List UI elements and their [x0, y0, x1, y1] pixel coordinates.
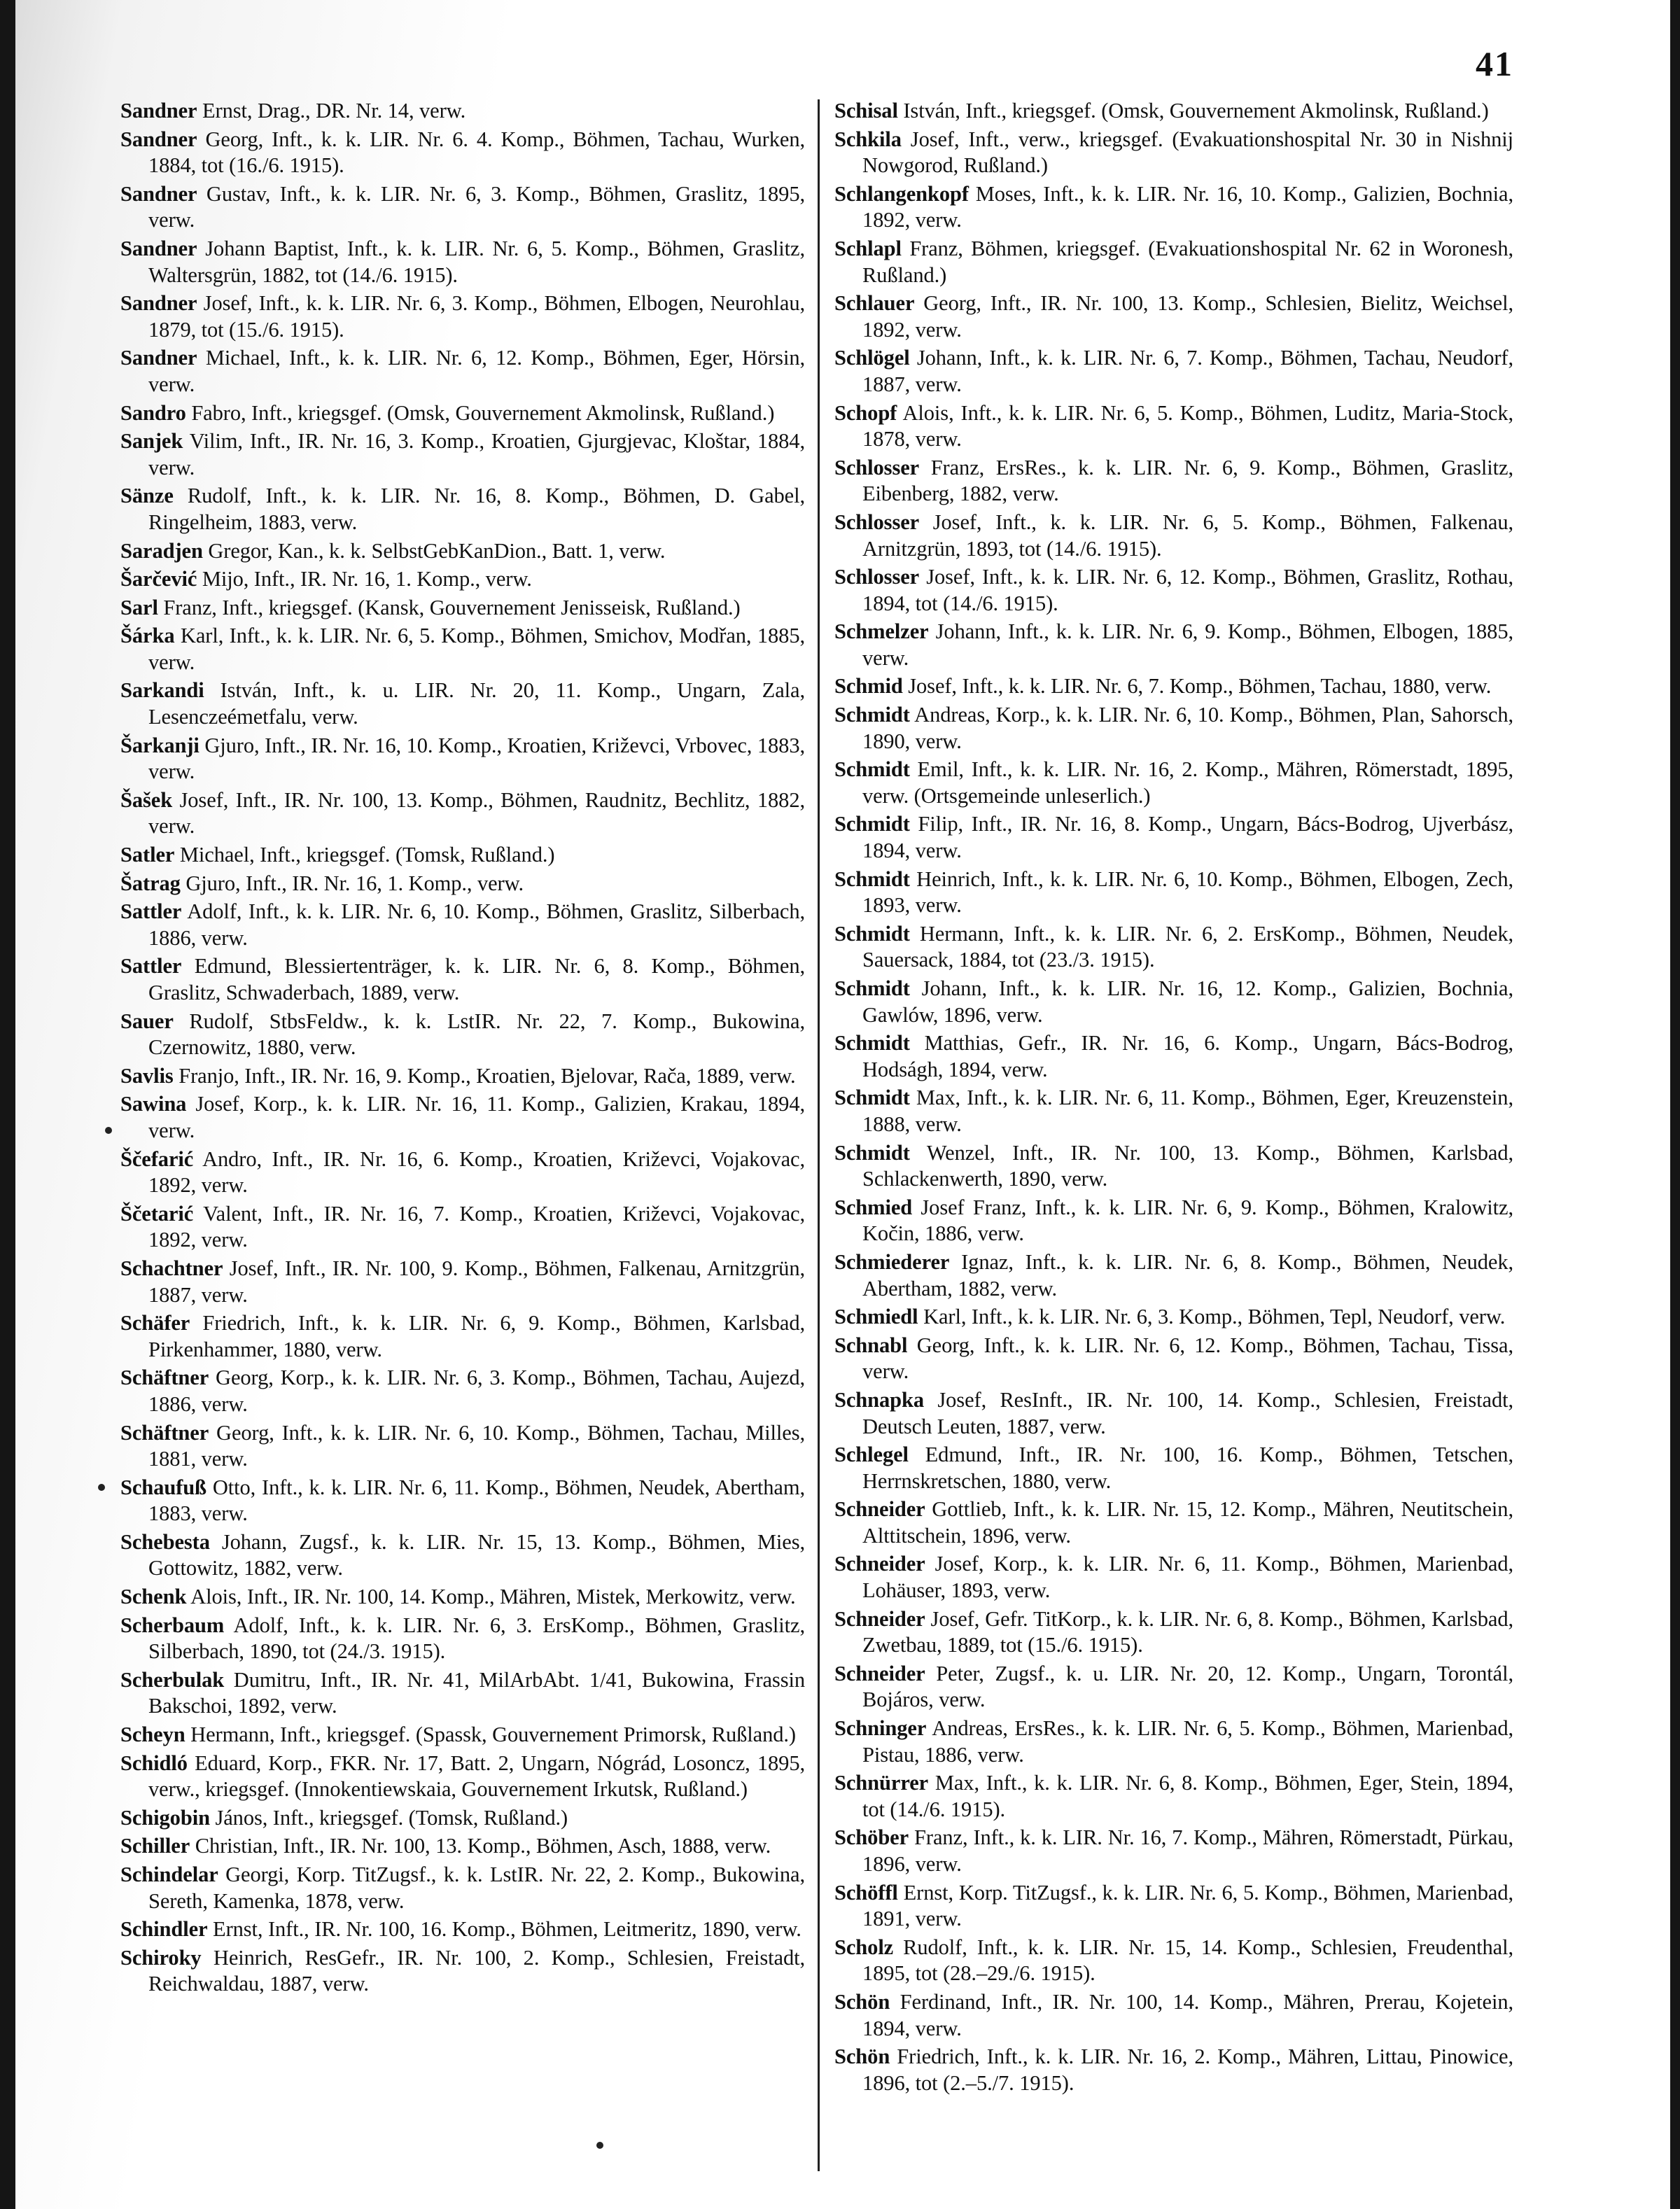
- list-entry: [120, 538, 805, 565]
- entry-surname: Sarkandi: [120, 678, 204, 703]
- entry-details: Georg, Inft., IR. Nr. 100, 13. Komp., Schlesien, Bielitz, Weichsel, 1892, verw.: [862, 291, 1513, 342]
- entry-details: Johann, Zugsf., k. k. LIR. Nr. 15, 13. Komp., Böhmen, Mies, Gottowitz, 1882, verw.: [148, 1529, 805, 1580]
- entry-surname: Schneider: [834, 1497, 925, 1522]
- entry-surname: Sanjek: [120, 429, 183, 454]
- entry-surname: Schaufuß: [120, 1475, 206, 1499]
- entry-surname: Schlangenkopf: [834, 181, 969, 206]
- entry-surname: Schmidt: [834, 757, 910, 782]
- list-entry: [120, 1475, 805, 1527]
- entry-details: Wenzel, Inft., IR. Nr. 100, 13. Komp., Böhmen, Karlsbad, Schlackenwerth, 1890, verw.: [862, 1140, 1513, 1191]
- entry-surname: Šatrag: [120, 871, 181, 895]
- list-entry: [120, 1009, 805, 1061]
- entry-surname: Schachtner: [120, 1256, 223, 1280]
- list-entry: [120, 1833, 805, 1860]
- list-entry: [834, 1606, 1513, 1659]
- entry-surname: Šašek: [120, 787, 173, 812]
- list-entry: [834, 1880, 1513, 1933]
- list-entry: [834, 976, 1513, 1028]
- list-entry: [120, 1916, 805, 1943]
- entry-details: Josef, Inft., k. k. LIR. Nr. 6, 3. Komp., Böhmen, Elbogen, Neurohlau, 1879, tot (15./6. 1915).: [148, 291, 805, 342]
- entry-surname: Schindelar: [120, 1863, 218, 1886]
- entry-details: Gregor, Kan., k. k. SelbstGebKanDion., Batt. 1, verw.: [208, 538, 666, 563]
- entry-details: Franz, Böhmen, kriegsgef. (Evakuationshospital Nr. 62 in Woronesh, Rußland.): [862, 236, 1513, 287]
- entry-surname: Ščefarić: [120, 1146, 194, 1171]
- entry-details: Johann, Inft., k. k. LIR. Nr. 6, 9. Komp., Böhmen, Elbogen, 1885, verw.: [862, 619, 1513, 670]
- margin-dot: [98, 1484, 105, 1491]
- list-entry: [120, 953, 805, 1006]
- list-entry: [834, 1387, 1513, 1440]
- entry-details: Christian, Inft., IR. Nr. 100, 13. Komp., Böhmen, Asch, 1888, verw.: [195, 1834, 771, 1858]
- list-entry: [120, 1613, 805, 1665]
- entry-details: Josef, Inft., IR. Nr. 100, 9. Komp., Böhmen, Falkenau, Arnitzgrün, 1887, verw.: [148, 1256, 805, 1307]
- list-entry: [120, 842, 805, 869]
- entry-surname: Scherbaum: [120, 1613, 225, 1637]
- list-entry: [120, 787, 805, 840]
- entry-details: Georg, Inft., k. k. LIR. Nr. 6, 12. Komp., Böhmen, Tachau, Tissa, verw.: [862, 1333, 1513, 1384]
- list-entry: [834, 757, 1513, 809]
- list-entry: [834, 2044, 1513, 2096]
- list-entry: [120, 623, 805, 675]
- entry-details: Josef, Inft., k. k. LIR. Nr. 6, 12. Komp., Böhmen, Graslitz, Rothau, 1894, tot (14./6. 1915).: [862, 565, 1513, 615]
- entry-details: Josef Franz, Inft., k. k. LIR. Nr. 6, 9. Komp., Böhmen, Kralowitz, Kočin, 1886, verw.: [862, 1195, 1513, 1246]
- entry-surname: Schlapl: [834, 236, 902, 260]
- entry-surname: Savlis: [120, 1063, 174, 1088]
- entry-details: Franz, ErsRes., k. k. LIR. Nr. 6, 9. Komp., Böhmen, Graslitz, Eibenberg, 1882, verw.: [862, 455, 1513, 506]
- entry-details: Josef, ResInft., IR. Nr. 100, 14. Komp., Schlesien, Freistadt, Deutsch Leuten, 1887, verw.: [862, 1387, 1513, 1438]
- list-entry: [834, 1661, 1513, 1713]
- entry-surname: Schlegel: [834, 1443, 909, 1467]
- list-entry: [120, 1805, 805, 1832]
- list-entry: [834, 564, 1513, 617]
- entry-surname: Schnürrer: [834, 1771, 929, 1795]
- entry-surname: Šárka: [120, 624, 175, 648]
- entry-details: Heinrich, Inft., k. k. LIR. Nr. 6, 10. Komp., Böhmen, Elbogen, Zech, 1893, verw.: [862, 867, 1513, 918]
- entry-surname: Schmid: [834, 674, 903, 699]
- entry-surname: Schmiederer: [834, 1249, 950, 1274]
- list-entry: [834, 921, 1513, 974]
- entry-surname: Schmidt: [834, 703, 910, 727]
- entry-surname: Schmidt: [834, 1031, 910, 1056]
- entry-surname: Schiroky: [120, 1945, 202, 1970]
- list-entry: [120, 1201, 805, 1254]
- list-entry: [120, 181, 805, 234]
- entry-surname: Sandro: [120, 400, 186, 425]
- list-entry: [120, 1256, 805, 1308]
- entry-surname: Schindler: [120, 1917, 208, 1942]
- list-entry: [120, 127, 805, 179]
- entry-details: Rudolf, Inft., k. k. LIR. Nr. 15, 14. Komp., Schlesien, Freudenthal, 1895, tot (28.–29./6. 1915).: [862, 1935, 1513, 1986]
- list-entry: [834, 1989, 1513, 2042]
- entry-details: Dumitru, Inft., IR. Nr. 41, MilArbAbt. 1/41, Bukowina, Frassin Bakschoi, 1892, verw.: [148, 1667, 805, 1718]
- list-entry: [120, 899, 805, 951]
- entry-details: Edmund, Inft., IR. Nr. 100, 16. Komp., Böhmen, Tetschen, Herrnskretschen, 1880, verw.: [862, 1443, 1513, 1493]
- entry-details: Franz, Inft., kriegsgef. (Kansk, Gouvernement Jenisseisk, Rußland.): [163, 595, 741, 619]
- list-entry: [120, 1751, 805, 1803]
- entry-details: Josef, Inft., verw., kriegsgef. (Evakuationshospital Nr. 30 in Nishnij Nowgorod, Rußland.): [862, 127, 1513, 178]
- list-entry: [834, 1551, 1513, 1604]
- entry-surname: Schopf: [834, 400, 897, 425]
- entry-surname: Schisal: [834, 99, 898, 122]
- entry-surname: Scherbulak: [120, 1667, 225, 1692]
- list-entry: [834, 127, 1513, 179]
- page-number: 41: [1476, 44, 1513, 83]
- entry-surname: Schlosser: [834, 510, 920, 534]
- entry-details: Peter, Zugsf., k. u. LIR. Nr. 20, 12. Komp., Ungarn, Torontál, Bojáros, verw.: [862, 1661, 1513, 1712]
- list-entry: [120, 1063, 805, 1090]
- entry-details: Rudolf, StbsFeldw., k. k. LstIR. Nr. 22, 7. Komp., Bukowina, Czernowitz, 1880, verw.: [148, 1009, 805, 1060]
- list-entry: [834, 811, 1513, 864]
- list-entry: [834, 1140, 1513, 1193]
- list-entry: [834, 1195, 1513, 1247]
- list-entry: [120, 1945, 805, 1998]
- list-entry: [120, 290, 805, 343]
- entry-details: Andreas, ErsRes., k. k. LIR. Nr. 6, 5. Komp., Böhmen, Marienbad, Pistau, 1886, verw.: [862, 1716, 1513, 1767]
- entry-details: Heinrich, ResGefr., IR. Nr. 100, 2. Komp., Schlesien, Freistadt, Reichwaldau, 1887, verw.: [148, 1945, 805, 1996]
- entry-surname: Schneider: [834, 1606, 925, 1631]
- entry-details: Georgi, Korp. TitZugsf., k. k. LstIR. Nr. 22, 2. Komp., Bukowina, Sereth, Kamenka, 1878, verw.: [148, 1863, 805, 1913]
- list-entry: [120, 1722, 805, 1748]
- list-entry: [120, 1529, 805, 1582]
- entry-details: Josef, Inft., k. k. LIR. Nr. 6, 5. Komp., Böhmen, Falkenau, Arnitzgrün, 1893, tot (14./6. 1915).: [862, 510, 1513, 561]
- entry-details: Josef, Inft., IR. Nr. 100, 13. Komp., Böhmen, Raudnitz, Bechlitz, 1882, verw.: [148, 787, 805, 839]
- entry-details: Filip, Inft., IR. Nr. 16, 8. Komp., Ungarn, Bács-Bodrog, Ujverbász, 1894, verw.: [862, 812, 1513, 863]
- list-entry: [120, 1365, 805, 1417]
- entry-details: Valent, Inft., IR. Nr. 16, 7. Komp., Kroatien, Križevci, Vojakovac, 1892, verw.: [148, 1201, 805, 1252]
- entry-details: Emil, Inft., k. k. LIR. Nr. 16, 2. Komp., Mähren, Römerstadt, 1895, verw. (Ortsgemeinde unleserlich.): [862, 757, 1513, 808]
- entry-details: Ignaz, Inft., k. k. LIR. Nr. 6, 8. Komp., Böhmen, Neudek, Abertham, 1882, verw.: [862, 1249, 1513, 1300]
- list-entry: [834, 1716, 1513, 1768]
- entry-details: Edmund, Blessiertenträger, k. k. LIR. Nr. 6, 8. Komp., Böhmen, Graslitz, Schwaderbach, 1889, verw.: [148, 954, 805, 1004]
- entry-surname: Schiller: [120, 1834, 190, 1858]
- entry-surname: Schenk: [120, 1585, 187, 1609]
- entry-surname: Saradjen: [120, 538, 203, 563]
- entry-surname: Schäfer: [120, 1311, 190, 1335]
- entry-details: Andreas, Korp., k. k. LIR. Nr. 6, 10. Komp., Böhmen, Plan, Sahorsch, 1890, verw.: [862, 703, 1513, 753]
- entry-surname: Schneider: [834, 1552, 925, 1576]
- entry-details: Alois, Inft., k. k. LIR. Nr. 6, 5. Komp., Böhmen, Luditz, Maria-Stock, 1878, verw.: [862, 400, 1513, 451]
- list-entry: [120, 400, 805, 427]
- list-entry: [120, 345, 805, 398]
- entry-details: János, Inft., kriegsgef. (Tomsk, Rußland.): [215, 1805, 568, 1830]
- entry-surname: Sandner: [120, 291, 197, 316]
- entry-surname: Sauer: [120, 1009, 174, 1033]
- list-entry: [120, 595, 805, 622]
- entry-details: István, Inft., kriegsgef. (Omsk, Gouvernement Akmolinsk, Rußland.): [903, 99, 1489, 122]
- entry-surname: Schmidt: [834, 976, 910, 1000]
- entry-surname: Schmidt: [834, 1086, 910, 1110]
- entry-details: Andro, Inft., IR. Nr. 16, 6. Komp., Kroatien, Križevci, Vojakovac, 1892, verw.: [148, 1146, 805, 1198]
- entry-details: Karl, Inft., k. k. LIR. Nr. 6, 5. Komp., Böhmen, Smichov, Modřan, 1885, verw.: [148, 624, 805, 674]
- entry-surname: Schmidt: [834, 1140, 910, 1165]
- entry-details: Max, Inft., k. k. LIR. Nr. 6, 11. Komp., Böhmen, Eger, Kreuzenstein, 1888, verw.: [862, 1086, 1513, 1136]
- entry-surname: Satler: [120, 843, 175, 867]
- entry-details: Rudolf, Inft., k. k. LIR. Nr. 16, 8. Komp., Böhmen, D. Gabel, Ringelheim, 1883, verw.: [148, 484, 805, 534]
- entry-details: Georg, Inft., k. k. LIR. Nr. 6, 10. Komp., Böhmen, Tachau, Milles, 1881, verw.: [148, 1420, 805, 1471]
- list-entry: [120, 1584, 805, 1611]
- list-entry: [120, 428, 805, 481]
- entry-surname: Sattler: [120, 899, 182, 924]
- entry-surname: Schninger: [834, 1716, 927, 1741]
- list-entry: [834, 1333, 1513, 1385]
- list-entry: [834, 1249, 1513, 1302]
- list-entry: [120, 98, 805, 125]
- list-entry: [120, 733, 805, 785]
- entry-details: Max, Inft., k. k. LIR. Nr. 6, 8. Komp., Böhmen, Eger, Stein, 1894, tot (14./6. 1915).: [862, 1771, 1513, 1821]
- entry-surname: Schön: [834, 1989, 890, 2014]
- entry-details: Friedrich, Inft., k. k. LIR. Nr. 16, 2. Komp., Mähren, Littau, Pinowice, 1896, tot (2.–5./7. 1915).: [862, 2045, 1513, 2095]
- list-entry: [834, 867, 1513, 919]
- entry-details: Franz, Inft., k. k. LIR. Nr. 16, 7. Komp., Mähren, Römerstadt, Pürkau, 1896, verw.: [862, 1825, 1513, 1876]
- list-entry: [120, 1667, 805, 1720]
- entry-details: Ernst, Korp. TitZugsf., k. k. LIR. Nr. 6, 5. Komp., Böhmen, Marienbad, 1891, verw.: [862, 1880, 1513, 1931]
- list-entry: [120, 483, 805, 535]
- entry-surname: Sandner: [120, 181, 197, 206]
- list-entry: [834, 702, 1513, 755]
- list-entry: [834, 236, 1513, 288]
- entry-surname: Šarkanji: [120, 733, 200, 757]
- list-entry: [120, 566, 805, 593]
- entry-details: Michael, Inft., k. k. LIR. Nr. 6, 12. Komp., Böhmen, Eger, Hörsin, verw.: [148, 346, 805, 396]
- entry-surname: Schmiedl: [834, 1305, 918, 1329]
- entry-surname: Sänze: [120, 484, 174, 508]
- entry-details: Franjo, Inft., IR. Nr. 16, 9. Komp., Kroatien, Bjelovar, Rača, 1889, verw.: [178, 1063, 796, 1088]
- entry-surname: Sandner: [120, 127, 197, 151]
- list-entry: [834, 1304, 1513, 1331]
- entry-details: Alois, Inft., IR. Nr. 100, 14. Komp., Mähren, Mistek, Merkowitz, verw.: [190, 1585, 796, 1609]
- entry-surname: Schlauer: [834, 291, 915, 316]
- entry-surname: Schmidt: [834, 867, 910, 891]
- entry-details: Johann, Inft., k. k. LIR. Nr. 6, 7. Komp., Böhmen, Tachau, Neudorf, 1887, verw.: [862, 346, 1513, 396]
- entry-details: Moses, Inft., k. k. LIR. Nr. 16, 10. Komp., Galizien, Bochnia, 1892, verw.: [862, 181, 1513, 232]
- entry-details: Gjuro, Inft., IR. Nr. 16, 1. Komp., verw.: [186, 871, 524, 895]
- entry-surname: Schäftner: [120, 1420, 209, 1445]
- entry-details: Ernst, Drag., DR. Nr. 14, verw.: [202, 99, 466, 122]
- margin-dot: [596, 2142, 603, 2149]
- list-entry: [834, 181, 1513, 234]
- entry-details: István, Inft., k. u. LIR. Nr. 20, 11. Komp., Ungarn, Zala, Lesenczeémetfalu, verw.: [148, 678, 805, 729]
- entry-details: Johann Baptist, Inft., k. k. LIR. Nr. 6, 5. Komp., Böhmen, Graslitz, Waltersgrün, 1882, tot (14./6. 1915).: [148, 236, 805, 287]
- entry-surname: Sandner: [120, 236, 197, 260]
- entry-details: Fabro, Inft., kriegsgef. (Omsk, Gouvernement Akmolinsk, Rußland.): [191, 400, 775, 425]
- right-column: [834, 98, 1513, 2107]
- list-entry: [120, 1310, 805, 1363]
- entry-surname: Schnapka: [834, 1387, 925, 1412]
- entry-surname: Schkila: [834, 127, 902, 151]
- entry-details: Georg, Korp., k. k. LIR. Nr. 6, 3. Komp., Böhmen, Tachau, Aujezd, 1886, verw.: [148, 1366, 805, 1416]
- entry-details: Josef, Korp., k. k. LIR. Nr. 6, 11. Komp., Böhmen, Marienbad, Lohäuser, 1893, verw.: [862, 1552, 1513, 1603]
- entry-surname: Schmidt: [834, 921, 910, 946]
- list-entry: [834, 290, 1513, 343]
- entry-surname: Scheyn: [120, 1723, 186, 1747]
- list-entry: [120, 1146, 805, 1199]
- list-entry: [120, 1091, 805, 1144]
- column-divider: [818, 99, 820, 2171]
- entry-surname: Schön: [834, 2045, 890, 2069]
- entry-surname: Sandner: [120, 346, 197, 370]
- list-entry: [120, 236, 805, 288]
- entry-details: Johann, Inft., k. k. LIR. Nr. 16, 12. Komp., Galizien, Bochnia, Gawlów, 1896, verw.: [862, 976, 1513, 1027]
- scan-edge-right: [1670, 0, 1680, 2209]
- entry-details: Josef, Inft., k. k. LIR. Nr. 6, 7. Komp., Böhmen, Tachau, 1880, verw.: [908, 674, 1492, 699]
- entry-details: Adolf, Inft., k. k. LIR. Nr. 6, 3. ErsKomp., Böhmen, Graslitz, Silberbach, 1890, tot (24./3. 1915).: [148, 1613, 805, 1664]
- entry-surname: Schöber: [834, 1825, 909, 1850]
- list-entry: [834, 1935, 1513, 1987]
- entry-surname: Schlosser: [834, 565, 920, 589]
- list-entry: [834, 1496, 1513, 1549]
- entry-details: Eduard, Korp., FKR. Nr. 17, Batt. 2, Ungarn, Nógrád, Losoncz, 1895, verw., kriegsgef. (Innokentiewskaia, Gouvernement Irkutsk, Rußland.): [148, 1751, 805, 1802]
- entry-details: Josef, Korp., k. k. LIR. Nr. 16, 11. Komp., Galizien, Krakau, 1894, verw.: [148, 1092, 805, 1142]
- entry-surname: Šarčević: [120, 567, 197, 591]
- entry-details: Hermann, Inft., kriegsgef. (Spassk, Gouvernement Primorsk, Rußland.): [190, 1723, 796, 1747]
- entry-details: Michael, Inft., kriegsgef. (Tomsk, Rußland.): [179, 843, 555, 867]
- list-entry: [834, 1825, 1513, 1877]
- entry-surname: Schmidt: [834, 812, 910, 836]
- entry-surname: Sarl: [120, 595, 158, 619]
- list-entry: [120, 678, 805, 730]
- entry-details: Vilim, Inft., IR. Nr. 16, 3. Komp., Kroatien, Gjurgjevac, Kloštar, 1884, verw.: [148, 429, 805, 479]
- list-entry: [120, 1862, 805, 1914]
- margin-dot: [105, 1127, 112, 1134]
- entry-surname: Sawina: [120, 1092, 187, 1116]
- entry-surname: Schigobin: [120, 1805, 210, 1830]
- entry-details: Ernst, Inft., IR. Nr. 100, 16. Komp., Böhmen, Leitmeritz, 1890, verw.: [213, 1917, 802, 1942]
- entry-surname: Schnabl: [834, 1333, 908, 1357]
- entry-surname: Schlosser: [834, 455, 920, 479]
- entry-surname: Schmied: [834, 1195, 913, 1219]
- list-entry: [834, 455, 1513, 507]
- entry-surname: Scholz: [834, 1935, 894, 1959]
- list-entry: [834, 619, 1513, 671]
- list-entry: [834, 1770, 1513, 1823]
- entry-details: Friedrich, Inft., k. k. LIR. Nr. 6, 9. Komp., Böhmen, Karlsbad, Pirkenhammer, 1880, verw.: [148, 1311, 805, 1361]
- list-entry: [834, 1030, 1513, 1083]
- list-entry: [834, 1085, 1513, 1137]
- entry-details: Gottlieb, Inft., k. k. LIR. Nr. 15, 12. Komp., Mähren, Neutitschein, Alttitschein, 1896, verw.: [862, 1497, 1513, 1548]
- scan-edge-left: [0, 0, 15, 2209]
- entry-details: Hermann, Inft., k. k. LIR. Nr. 6, 2. ErsKomp., Böhmen, Neudek, Sauersack, 1884, tot (23./3. 1915).: [862, 921, 1513, 972]
- entry-surname: Sandner: [120, 99, 197, 122]
- entry-surname: Sattler: [120, 954, 182, 979]
- entry-details: Josef, Gefr. TitKorp., k. k. LIR. Nr. 6, 8. Komp., Böhmen, Karlsbad, Zwetbau, 1889, tot (15./6. 1915).: [862, 1606, 1513, 1657]
- list-entry: [834, 1442, 1513, 1494]
- list-entry: [834, 98, 1513, 125]
- entry-surname: Schäftner: [120, 1366, 209, 1390]
- left-column: [120, 98, 805, 2107]
- list-entry: [120, 871, 805, 897]
- entry-details: Matthias, Gefr., IR. Nr. 16, 6. Komp., Ungarn, Bács-Bodrog, Hodságh, 1894, verw.: [862, 1031, 1513, 1081]
- entry-surname: Schöffl: [834, 1880, 898, 1905]
- entry-details: Otto, Inft., k. k. LIR. Nr. 6, 11. Komp., Böhmen, Neudek, Abertham, 1883, verw.: [148, 1475, 805, 1526]
- entry-surname: Schidló: [120, 1751, 188, 1775]
- entry-details: Georg, Inft., k. k. LIR. Nr. 6. 4. Komp., Böhmen, Tachau, Wurken, 1884, tot (16./6. 1915).: [148, 127, 805, 178]
- entry-surname: Schneider: [834, 1661, 925, 1685]
- entry-details: Mijo, Inft., IR. Nr. 16, 1. Komp., verw.: [202, 567, 532, 591]
- list-entry: [834, 400, 1513, 453]
- entry-details: Gjuro, Inft., IR. Nr. 16, 10. Komp., Kroatien, Križevci, Vrbovec, 1883, verw.: [148, 733, 805, 784]
- entry-surname: Ščetarić: [120, 1201, 194, 1226]
- entry-surname: Schebesta: [120, 1529, 210, 1554]
- list-entry: [120, 1420, 805, 1473]
- list-entry: [834, 510, 1513, 562]
- entry-details: Gustav, Inft., k. k. LIR. Nr. 6, 3. Komp., Böhmen, Graslitz, 1895, verw.: [148, 181, 805, 232]
- entry-details: Karl, Inft., k. k. LIR. Nr. 6, 3. Komp., Böhmen, Tepl, Neudorf, verw.: [923, 1305, 1506, 1329]
- list-entry: [834, 345, 1513, 398]
- entry-details: Ferdinand, Inft., IR. Nr. 100, 14. Komp., Mähren, Prerau, Kojetein, 1894, verw.: [862, 1989, 1513, 2040]
- entry-surname: Schmelzer: [834, 619, 929, 644]
- entry-details: Adolf, Inft., k. k. LIR. Nr. 6, 10. Komp., Böhmen, Graslitz, Silberbach, 1886, verw.: [148, 899, 805, 950]
- list-entry: [834, 673, 1513, 700]
- entry-surname: Schlögel: [834, 346, 910, 370]
